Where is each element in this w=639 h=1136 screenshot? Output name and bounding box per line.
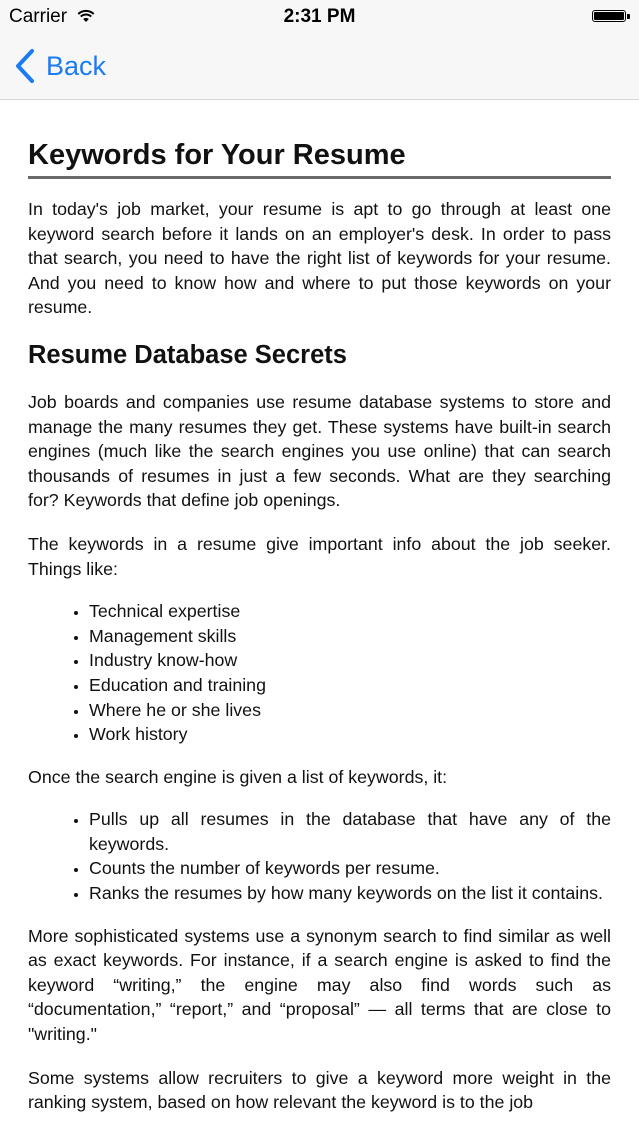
paragraph: The keywords in a resume give important info about the job seeker. Things like: — [28, 533, 611, 579]
keyword-types-list — [28, 599, 611, 747]
list-item: • Ranks the resumes by how many keywords on the list it contains. — [89, 881, 611, 906]
status-bar — [0, 0, 639, 34]
list-item: • Industry know-how — [89, 648, 611, 673]
intro-paragraph: In today's job market, your resume is apt to go through at least one keyword search before it lands on an employer's desk. In order to pass that search, you need to have the right list of keywords for your resume. And you need to know how and where to put those keywords on your resume. — [28, 199, 611, 318]
back-button[interactable] — [14, 46, 106, 86]
paragraph: Once the search engine is given a list of keywords, it: — [28, 766, 448, 787]
paragraph: Some systems allow recruiters to give a keyword more weight in the ranking system, based on how relevant the keyword is to the job — [28, 1067, 611, 1113]
chevron-left-icon — [14, 48, 36, 84]
navigation-bar — [0, 34, 639, 100]
article-content — [28, 112, 611, 1115]
carrier-label: Carrier — [9, 6, 68, 27]
back-label: Back — [46, 50, 107, 81]
list-item: • Counts the number of keywords per resume. — [89, 856, 611, 881]
list-item: • Pulls up all resumes in the database that have any of the keywords. — [89, 807, 611, 856]
battery-icon — [592, 10, 626, 22]
section-heading: Resume Database Secrets — [28, 340, 347, 369]
list-item: • Education and training — [89, 673, 611, 698]
search-steps-list — [28, 807, 611, 905]
paragraph: More sophisticated systems use a synonym search to find similar as well as exact keywords. For instance, if a search engine is asked to find the keyword “writing,” the engine may also find words such as “documentation,” “report,” and “proposal” — all terms that are close to "writing." — [28, 925, 611, 1045]
clock: 2:31 PM — [283, 6, 356, 27]
page-title: Keywords for Your Resume — [28, 138, 611, 179]
list-item: • Where he or she lives — [89, 698, 611, 723]
list-item: • Work history — [89, 722, 611, 747]
paragraph: Job boards and companies use resume database systems to store and manage the many resumes they get. These systems have built-in search engines (much like the search engines you use online) that can search thousands of resumes in just a few seconds. What are they searching for? Keywords that define job openings. — [28, 391, 611, 511]
list-item: • Management skills — [89, 624, 611, 649]
list-item: • Technical expertise — [89, 599, 611, 624]
battery-tip — [627, 14, 630, 19]
